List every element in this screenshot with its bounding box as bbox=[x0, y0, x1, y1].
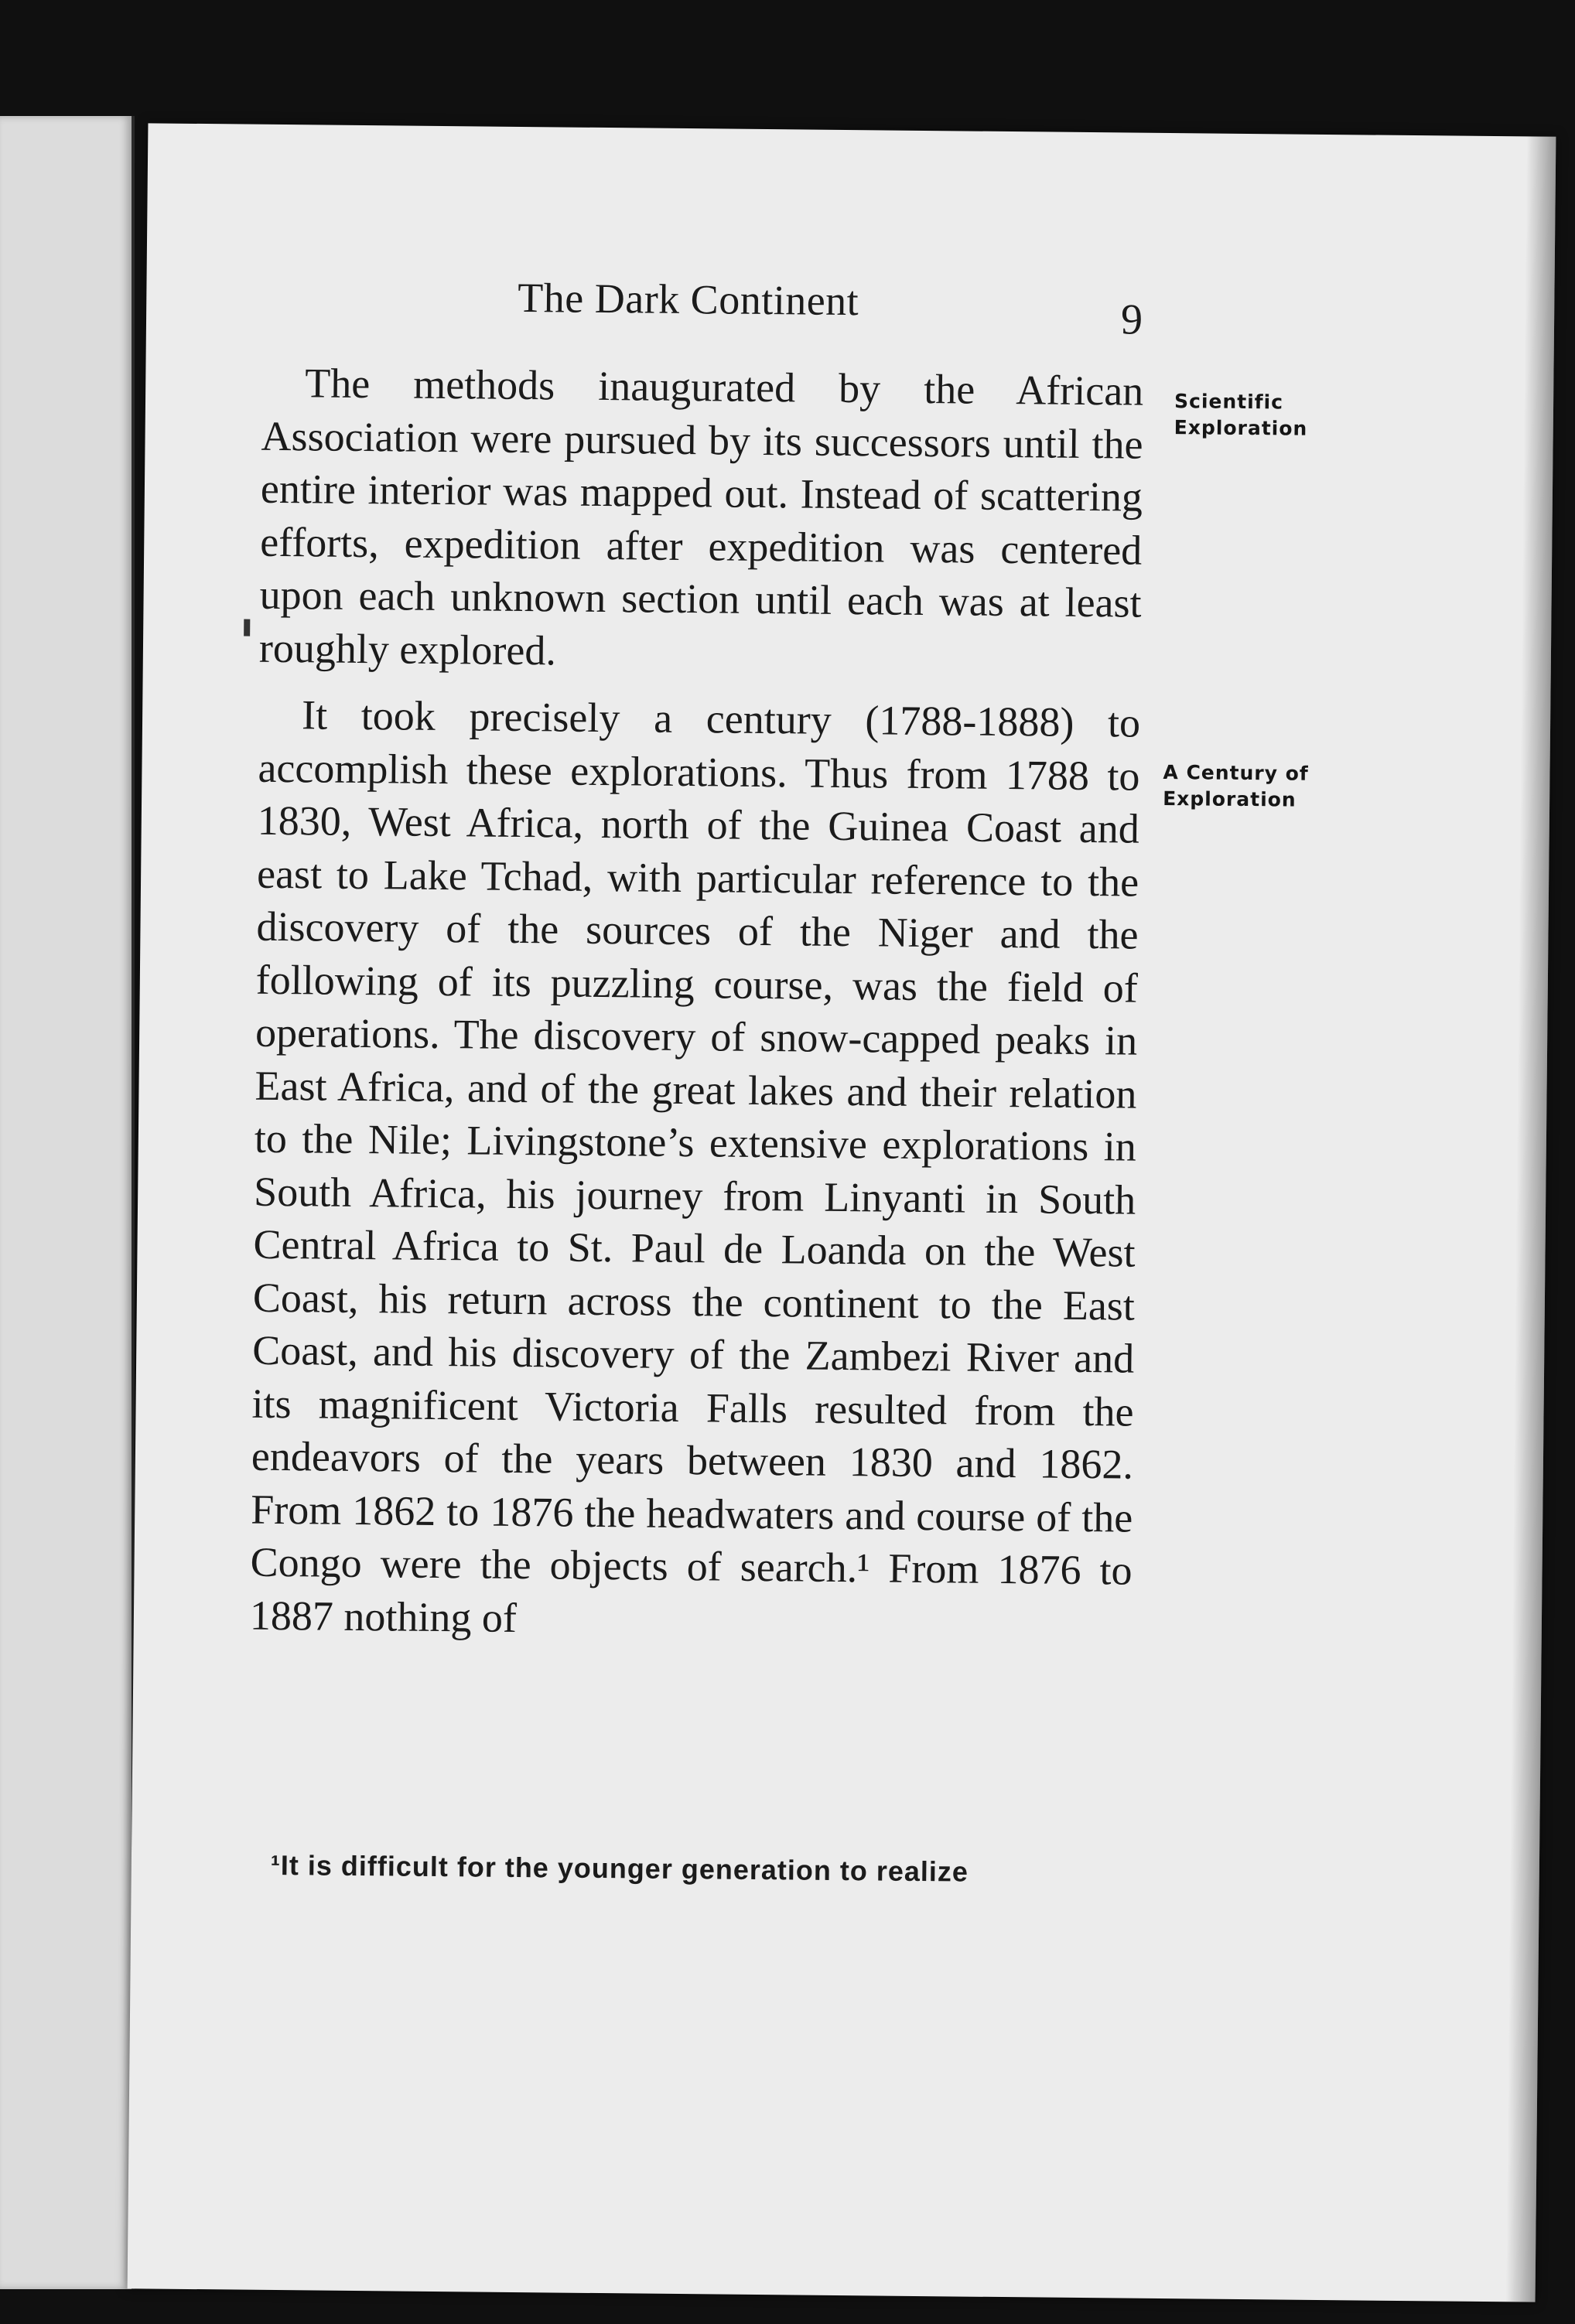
previous-page-edge bbox=[0, 116, 135, 2289]
running-title: The Dark Continent bbox=[518, 274, 859, 325]
page-number: 9 bbox=[1120, 295, 1143, 344]
paragraph: It took precisely a century (1788-1888) to accomplish these explorations. Thus from 1788 to 1830, West Africa, north of the Guinea Coast and east to Lake Tchad, with particular reference to the discovery of the sources of the Niger and the following of its puzzling course, was the field of operations. The discovery of snow-capped peaks in East Africa, and of the great lakes and their relation to the Nile; Livingstone’s extensive explorations in South Africa, his journey from Linyanti in South Central Africa to St. Paul de Loanda on the West Coast, his return across the continent to the East Coast, and his discovery of the Zambezi River and its magnificent Victoria Falls resulted from the endeavors of the years between 1830 and 1862. From 1862 to 1876 the headwaters and course of the Congo were the objects of search.¹ From 1876 to 1887 nothing of bbox=[249, 691, 1141, 1641]
body-text bbox=[250, 357, 1144, 1650]
paragraph: The methods inaugurated by the African Association were pursued by its successors until the entire interior was mapped out. Instead of scattering efforts, expedition after expedition was centered upon each unknown section until each was at least roughly explored. bbox=[258, 360, 1144, 674]
sidenote-century-of-exploration: A Century of Exploration bbox=[1163, 760, 1309, 811]
book-page bbox=[128, 123, 1556, 2302]
margin-mark bbox=[244, 619, 250, 636]
sidenote-scientific-exploration: Scientific Exploration bbox=[1174, 390, 1308, 440]
footnote: ¹It is difficult for the younger generation to realize bbox=[270, 1848, 969, 1888]
